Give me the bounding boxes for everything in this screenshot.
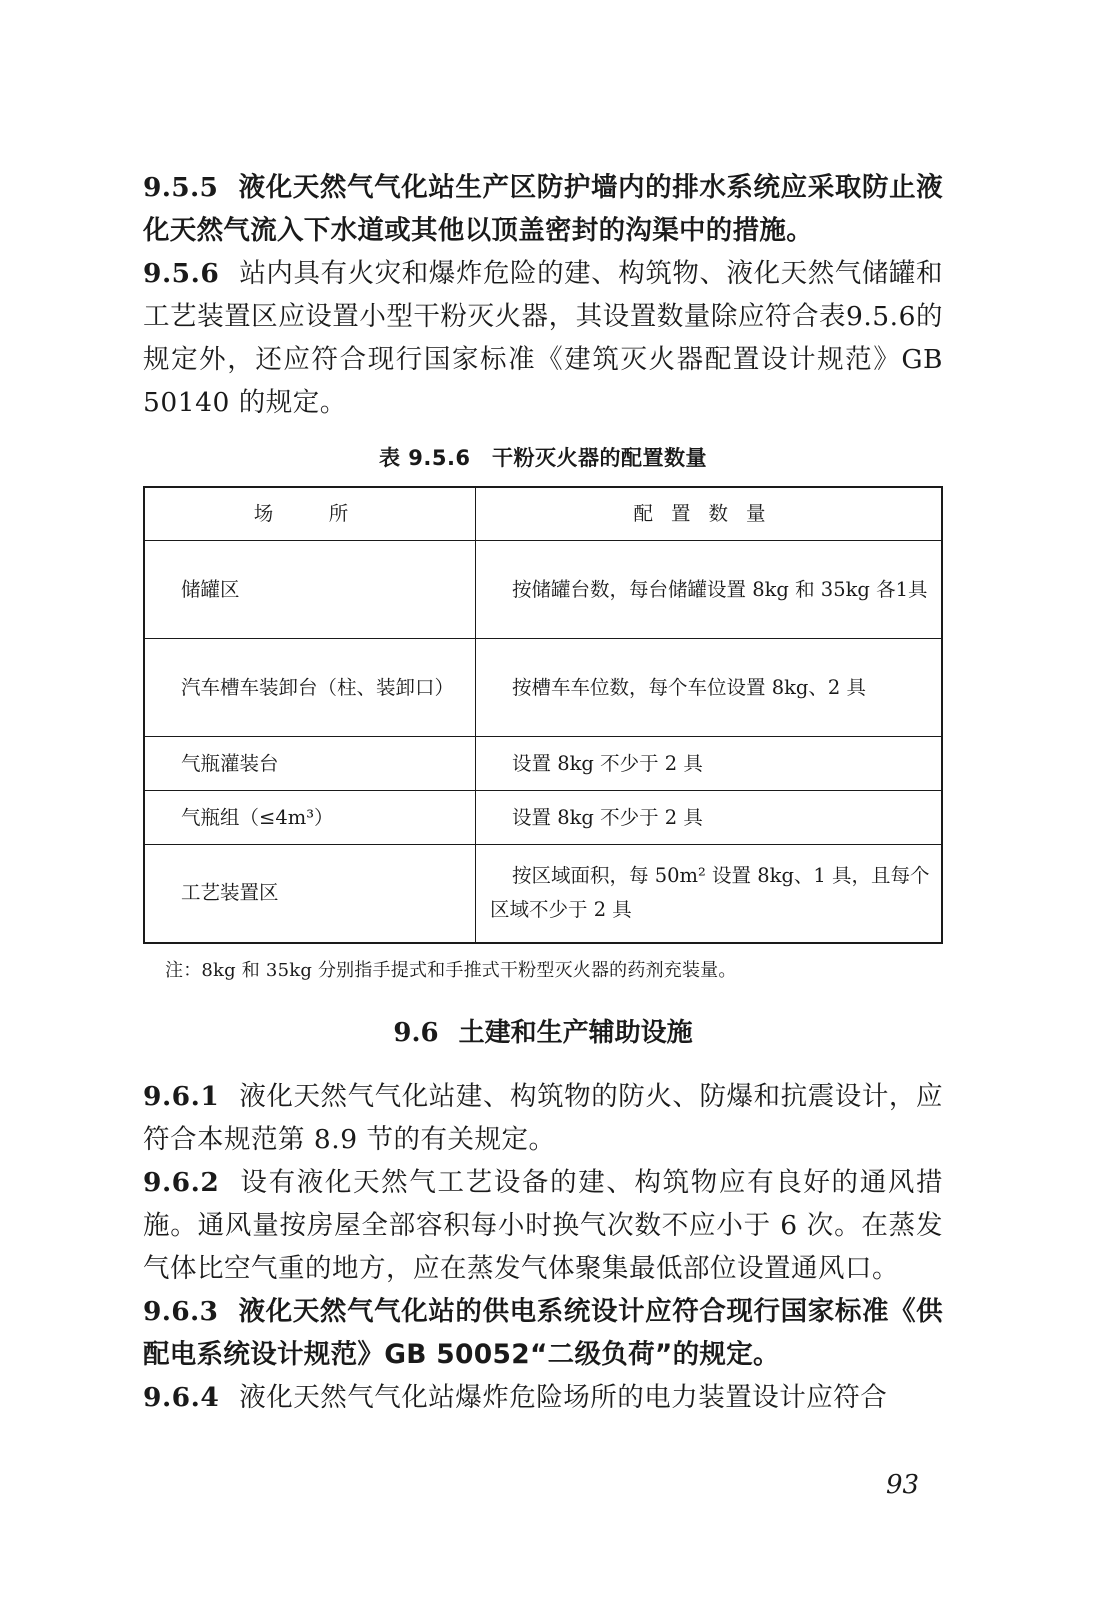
clause-9-6-2 (143, 1161, 943, 1290)
table-cell-place (144, 737, 476, 791)
clause-number: 9.5.5 (143, 172, 219, 203)
table-row (144, 639, 942, 737)
table-cell-place (144, 541, 476, 639)
document-page (143, 166, 943, 1419)
clause-text: 站内具有火灾和爆炸危险的建、构筑物、液化天然气储罐和工艺装置区应设置小型干粉灭火器，其设置数量除应符合表9.5.6的规定外，还应符合现行国家标准《建筑灭火器配置设计规范》GB 50140 的规定。 (143, 258, 943, 418)
place-text: 气瓶灌装台 (181, 751, 279, 775)
clause-9-6-4 (143, 1376, 943, 1419)
table-cell-qty (476, 845, 943, 943)
qty-text: 按槽车车位数，每个车位设置 8kg、2 具 (512, 675, 867, 699)
header-place: 场 所 (144, 487, 476, 541)
qty-text: 按储罐台数，每台储罐设置 8kg 和 35kg 各1具 (512, 577, 928, 601)
table-row (144, 541, 942, 639)
table-cell-qty (476, 791, 943, 845)
clause-9-6-1 (143, 1075, 943, 1161)
section-heading (143, 1012, 943, 1049)
clause-text: 设有液化天然气工艺设备的建、构筑物应有良好的通风措施。通风量按房屋全部容积每小时换气次数不应小于 6 次。在蒸发气体比空气重的地方，应在蒸发气体聚集最低部位设置通风口。 (143, 1166, 943, 1284)
clause-number: 9.6.2 (143, 1166, 220, 1198)
table-header-row (144, 487, 942, 541)
table-cell-qty (476, 639, 943, 737)
table-row (144, 791, 942, 845)
table-cell-qty (476, 737, 943, 791)
table-row (144, 845, 942, 943)
table-cell-place (144, 845, 476, 943)
clause-text: 液化天然气气化站建、构筑物的防火、防爆和抗震设计，应符合本规范第 8.9 节的有关规定。 (143, 1080, 943, 1155)
place-text: 储罐区 (181, 577, 240, 601)
place-text: 汽车槽车装卸台（柱、装卸口） (181, 675, 455, 699)
table-cell-place (144, 791, 476, 845)
clause-9-5-5 (143, 166, 943, 252)
section-title: 土建和生产辅助设施 (458, 1017, 693, 1048)
table-title: 表 9.5.6 干粉灭火器的配置数量 (378, 446, 708, 470)
clause-number: 9.5.6 (143, 258, 220, 289)
table-cell-place (144, 639, 476, 737)
clause-number: 9.6.4 (143, 1381, 220, 1413)
header-quantity: 配置数量 (476, 487, 943, 541)
clause-text: 液化天然气气化站的供电系统设计应符合现行国家标准《供配电系统设计规范》GB 50052“二级负荷”的规定。 (143, 1295, 943, 1370)
table-cell-qty (476, 541, 943, 639)
section-number: 9.6 (393, 1017, 439, 1048)
clause-9-5-6 (143, 252, 943, 424)
qty-text: 设置 8kg 不少于 2 具 (512, 751, 703, 775)
clause-9-6-3 (143, 1290, 943, 1376)
table-row (144, 737, 942, 791)
clause-number: 9.6.1 (143, 1080, 220, 1112)
clause-text: 液化天然气气化站生产区防护墙内的排水系统应采取防止液化天然气流入下水道或其他以顶盖密封的沟渠中的措施。 (143, 172, 943, 246)
table-note: 注：8kg 和 35kg 分别指手提式和手推式干粉型灭火器的药剂充装量。 (165, 959, 737, 981)
clause-number: 9.6.3 (143, 1295, 219, 1327)
extinguisher-config-table (143, 486, 943, 944)
clause-text: 液化天然气气化站爆炸危险场所的电力装置设计应符合 (239, 1381, 888, 1413)
qty-text: 设置 8kg 不少于 2 具 (512, 805, 703, 829)
place-text: 气瓶组（≤4m³） (181, 805, 334, 829)
qty-text: 按区域面积，每 50m² 设置 8kg、1 具，且每个区域不少于 2 具 (490, 864, 930, 922)
place-text: 工艺装置区 (181, 881, 279, 905)
page-number: 93 (886, 1470, 920, 1500)
